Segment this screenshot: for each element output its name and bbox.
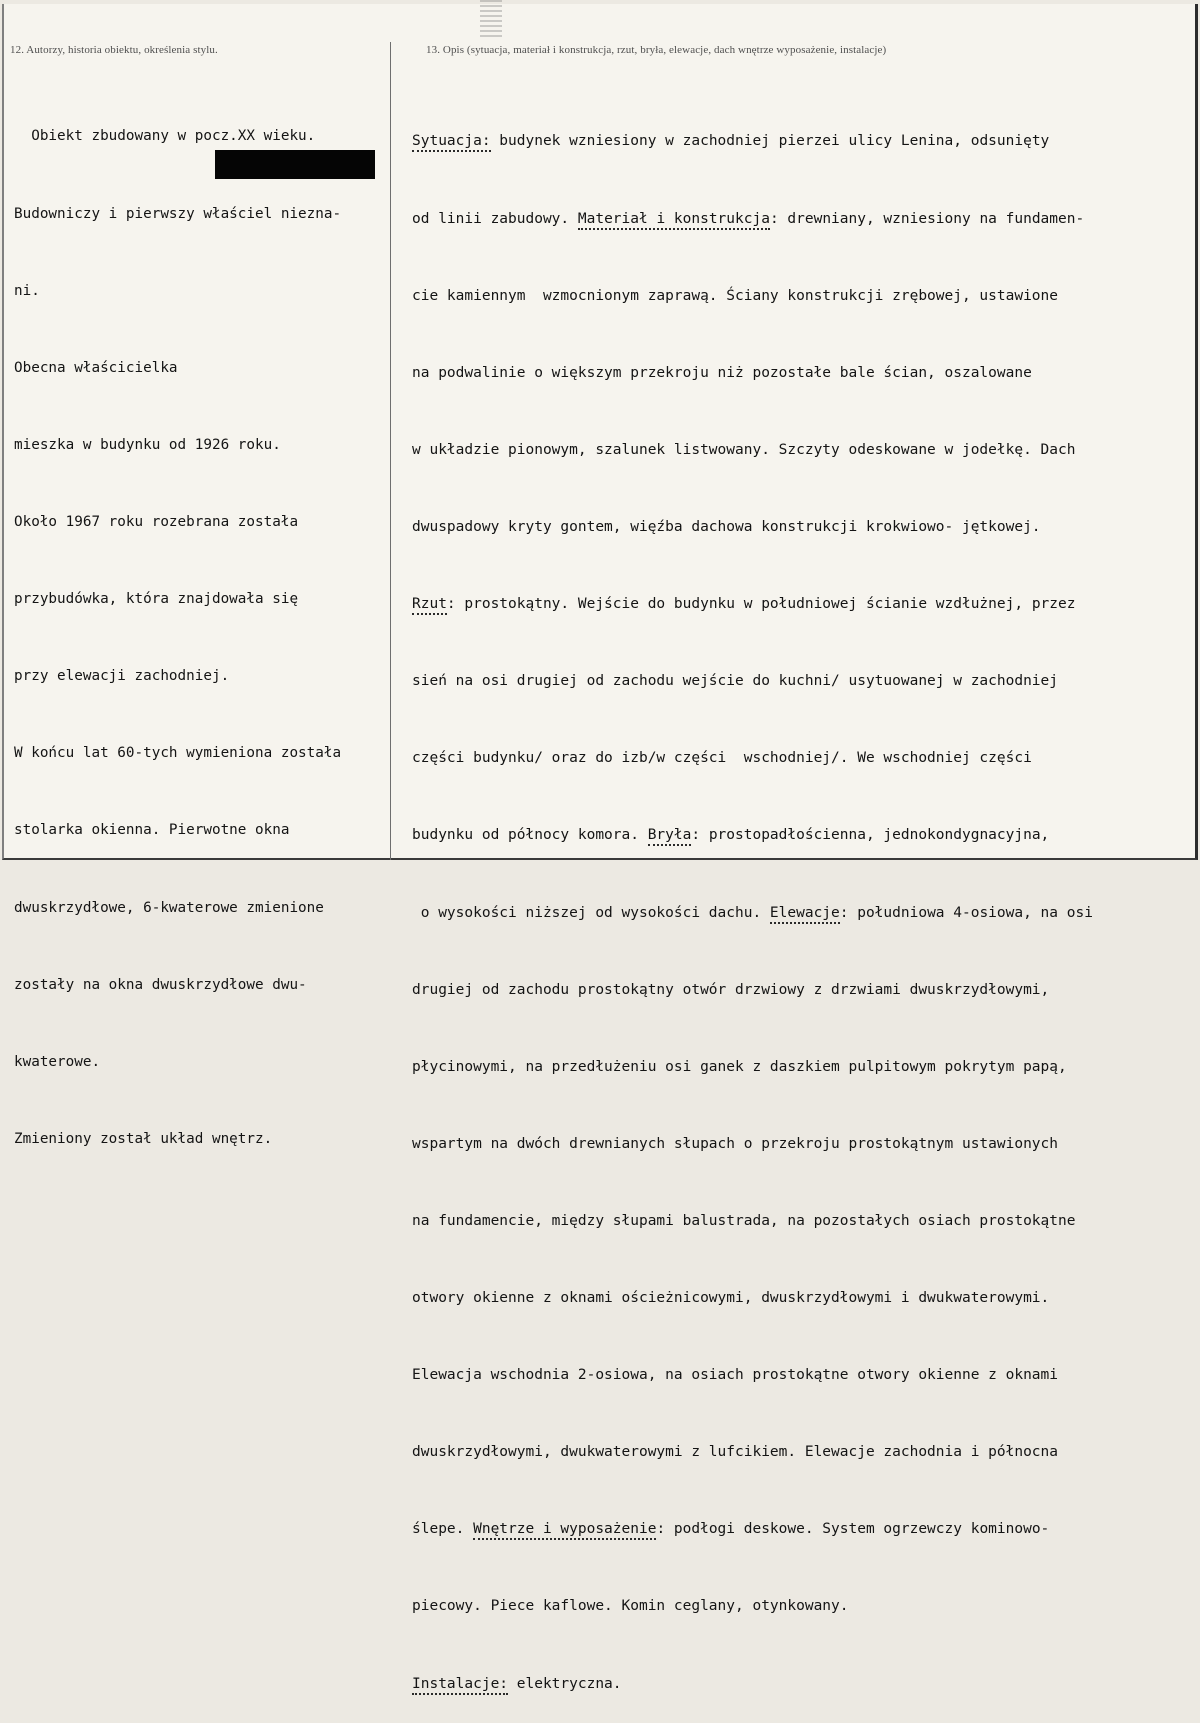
text-span: : drewniany, wzniesiony na fundamen- [769, 210, 1085, 227]
text-line: Elewacja wschodnia 2-osiowa, na osiach prostokątne otwory okienne z oknami [412, 1367, 1059, 1384]
text-span: : południowa 4-osiowa, na osi [839, 904, 1093, 921]
text-line: na fundamencie, między słupami balustrada, na pozostałych osiach prostokątne [412, 1212, 1076, 1229]
text-line [412, 1517, 1093, 1543]
text-span: : podłogi deskowe. System ogrzewczy kominowo- [656, 1521, 1050, 1538]
label-bryla: Bryła [648, 827, 692, 846]
text-span: ślepe. [412, 1521, 474, 1538]
text-line [412, 207, 1093, 233]
scan-smudge [480, 0, 502, 40]
text-line: Zmieniony został układ wnętrz. [14, 1130, 273, 1147]
text-line: Obiekt zbudowany w pocz.XX wieku. [14, 128, 316, 145]
label-material: Materiał i konstrukcja [578, 211, 770, 230]
text-span: o wysokości niższej od wysokości dachu. [412, 904, 770, 921]
section-13-header: 13. Opis (sytuacja, materiał i konstrukcja, rzut, bryła, elewacje, dach wnętrze wyposażenie, instalacje) [426, 44, 887, 56]
label-sytuacja: Sytuacja: [412, 133, 491, 152]
text-line: płycinowymi, na przedłużeniu osi ganek z daszkiem pulpitowym pokrytym papą, [412, 1058, 1067, 1075]
text-line: zostały na okna dwuskrzydłowe dwu- [14, 976, 307, 993]
text-line: części budynku/ oraz do izb/w części wschodniej/. We wschodniej części [412, 750, 1032, 767]
text-line: dwuspadowy kryty gontem, więźba dachowa konstrukcji krokwiowo- jętkowej. [412, 518, 1041, 535]
text-span: budynku od północy komora. [412, 827, 648, 844]
text-span: od linii zabudowy. [412, 210, 578, 227]
text-line: sień na osi drugiej od zachodu wejście do kuchni/ usytuowanej w zachodniej [412, 673, 1059, 690]
label-rzut: Rzut [412, 596, 447, 615]
text-line: Około 1967 roku rozebrana została [14, 513, 299, 530]
text-line: mieszka w budynku od 1926 roku. [14, 436, 281, 453]
history-text [14, 73, 341, 1178]
label-wnetrze: Wnętrze i wyposażenie [473, 1521, 656, 1540]
text-line: przy elewacji zachodniej. [14, 668, 230, 685]
text-line [412, 901, 1093, 927]
text-line: w układzie pionowym, szalunek listwowany. Szczyty odeskowane w jodełkę. Dach [412, 441, 1076, 458]
column-divider [390, 42, 391, 860]
text-line: Budowniczy i pierwszy właściel niezna- [14, 205, 342, 222]
text-span: : prostokątny. Wejście do budynku w południowej ścianie wzdłużnej, przez [446, 596, 1076, 613]
text-line: stolarka okienna. Pierwotne okna [14, 822, 290, 839]
text-line [412, 1672, 1093, 1698]
text-line: piecowy. Piece kaflowe. Komin ceglany, otynkowany. [412, 1598, 849, 1615]
section-12-header: 12. Autorzy, historia obiektu, określenia stylu. [10, 44, 218, 56]
redaction-block [215, 150, 375, 179]
text-line: kwaterowe. [14, 1053, 101, 1070]
text-line: drugiej od zachodu prostokątny otwór drzwiowy z drzwiami dwuskrzydłowymi, [412, 981, 1050, 998]
text-line [412, 592, 1093, 618]
text-line [412, 129, 1093, 155]
text-line [412, 823, 1093, 849]
text-line: otwory okienne z oknami ościeżnicowymi, dwuskrzydłowymi i dwukwaterowymi. [412, 1290, 1050, 1307]
label-instalacje: Instalacje: [412, 1676, 508, 1695]
text-span: budynek wzniesiony w zachodniej pierzei ulicy Lenina, odsunięty [490, 133, 1050, 150]
text-line: przybudówka, która znajdowała się [14, 591, 299, 608]
text-span: : prostopadłościenna, jednokondygnacyjna, [691, 827, 1050, 844]
text-line: W końcu lat 60-tych wymieniona została [14, 745, 342, 762]
text-line: dwuskrzydłowymi, dwukwaterowymi z lufcikiem. Elewacje zachodnia i północna [412, 1444, 1059, 1461]
text-line: dwuskrzydłowe, 6-kwaterowe zmienione [14, 899, 324, 916]
text-span: elektryczna. [508, 1675, 622, 1692]
text-line: ni. [14, 282, 40, 299]
description-text [412, 78, 1093, 1723]
text-line: Obecna właścicielka [14, 359, 178, 376]
text-line: cie kamiennym wzmocnionym zaprawą. Ściany konstrukcji zrębowej, ustawione [412, 287, 1059, 304]
label-elewacje: Elewacje [770, 905, 840, 924]
text-line: wspartym na dwóch drewnianych słupach o przekroju prostokątnym ustawionych [412, 1135, 1059, 1152]
text-line: na podwalinie o większym przekroju niż pozostałe bale ścian, oszalowane [412, 364, 1032, 381]
